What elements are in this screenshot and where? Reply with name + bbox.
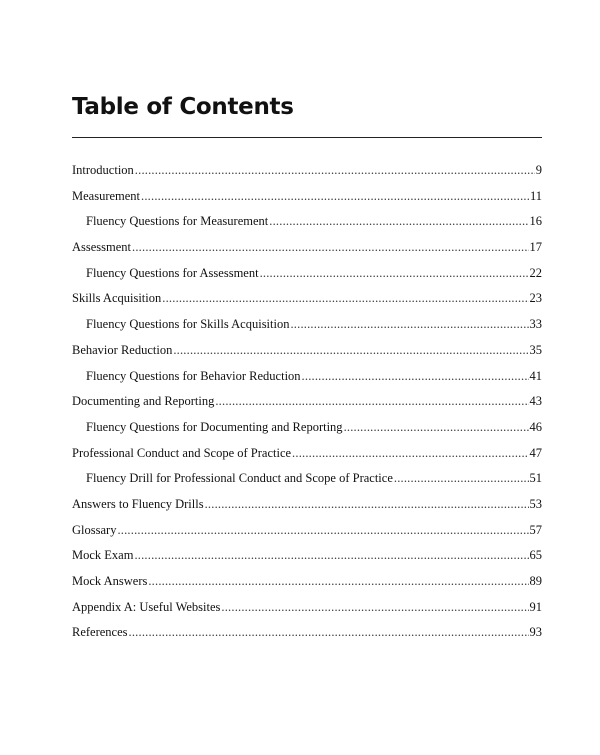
toc-page-number: 16: [529, 214, 542, 229]
toc-entry[interactable]: [72, 160, 542, 186]
page-title: Table of Contents: [72, 94, 294, 120]
dot-leader: [173, 340, 528, 360]
toc-page-number: 65: [529, 548, 542, 563]
title-divider: [72, 137, 542, 138]
toc-entry-label: Measurement: [72, 188, 141, 203]
toc-entry[interactable]: [72, 571, 542, 597]
toc-page-number: 91: [529, 599, 542, 614]
toc-subentry[interactable]: [72, 417, 542, 443]
toc-page-number: 22: [529, 265, 542, 280]
toc-entry-label: Appendix A: Useful Websites: [72, 599, 221, 614]
toc-entry-label: Fluency Drill for Professional Conduct and Scope of Practice: [86, 471, 393, 486]
toc-entry[interactable]: [72, 545, 542, 571]
dot-leader: [260, 263, 529, 283]
toc-entry-label: Fluency Questions for Documenting and Reporting: [86, 419, 343, 434]
toc-entry[interactable]: [72, 340, 542, 366]
toc-page-number: 47: [529, 445, 542, 460]
dot-leader: [290, 314, 528, 334]
dot-leader: [221, 597, 528, 617]
toc-entry[interactable]: [72, 622, 542, 648]
dot-leader: [117, 520, 528, 540]
toc-entry-label: Skills Acquisition: [72, 291, 162, 306]
toc-entry[interactable]: [72, 494, 542, 520]
toc-entry-label: Introduction: [72, 163, 134, 177]
toc-entry[interactable]: [72, 443, 542, 469]
toc-entry-label: Fluency Questions for Skills Acquisition: [86, 317, 290, 332]
toc-entry[interactable]: [72, 520, 542, 546]
toc-page-number: 17: [529, 240, 542, 255]
toc-entry-label: Documenting and Reporting: [72, 394, 215, 409]
toc-entry-label: Fluency Questions for Behavior Reduction: [86, 368, 301, 383]
dot-leader: [292, 443, 528, 463]
toc-entry-label: Professional Conduct and Scope of Practice: [72, 445, 292, 460]
toc-page-number: 53: [529, 496, 542, 511]
toc-entry-label: References: [72, 625, 128, 640]
toc-entry-label: Mock Exam: [72, 548, 134, 563]
dot-leader: [129, 622, 529, 642]
toc-page-number: 89: [529, 574, 542, 588]
dot-leader: [344, 417, 529, 437]
toc-entry[interactable]: [72, 237, 542, 263]
toc-page-number: 9: [535, 163, 542, 177]
toc-page-number: 35: [529, 342, 542, 357]
toc-subentry[interactable]: [72, 211, 542, 237]
toc-entry[interactable]: [72, 288, 542, 314]
toc-entry-label: Behavior Reduction: [72, 342, 173, 357]
dot-leader: [162, 288, 528, 308]
dot-leader: [148, 571, 528, 591]
toc-page-number: 43: [529, 394, 542, 409]
toc-entry[interactable]: [72, 597, 542, 623]
toc-entry-label: Fluency Questions for Assessment: [86, 265, 259, 280]
toc-page-number: 41: [529, 368, 542, 383]
toc-entry[interactable]: [72, 186, 542, 212]
toc-subentry[interactable]: [72, 263, 542, 289]
dot-leader: [302, 366, 529, 386]
dot-leader: [205, 494, 529, 514]
dot-leader: [269, 211, 528, 231]
toc-entry-label: Glossary: [72, 522, 117, 537]
toc-page-number: 23: [529, 291, 542, 306]
toc-list: [72, 160, 542, 648]
toc-page-number: 51: [529, 471, 542, 486]
toc-page-number: 93: [529, 625, 542, 640]
toc-subentry[interactable]: [72, 366, 542, 392]
toc-subentry[interactable]: [72, 314, 542, 340]
toc-entry-label: Answers to Fluency Drills: [72, 496, 204, 511]
dot-leader: [134, 545, 528, 565]
dot-leader: [141, 186, 529, 206]
dot-leader: [132, 237, 528, 257]
toc-page-number: 11: [529, 188, 542, 203]
toc-entry[interactable]: [72, 391, 542, 417]
toc-entry-label: Fluency Questions for Measurement: [86, 214, 269, 229]
toc-subentry[interactable]: [72, 468, 542, 494]
dot-leader: [135, 160, 535, 180]
toc-entry-label: Mock Answers: [72, 574, 148, 588]
dot-leader: [215, 391, 528, 411]
toc-page-number: 46: [529, 419, 542, 434]
dot-leader: [394, 468, 529, 488]
toc-page-number: 57: [529, 522, 542, 537]
toc-entry-label: Assessment: [72, 240, 132, 255]
toc-page-number: 33: [529, 317, 542, 332]
